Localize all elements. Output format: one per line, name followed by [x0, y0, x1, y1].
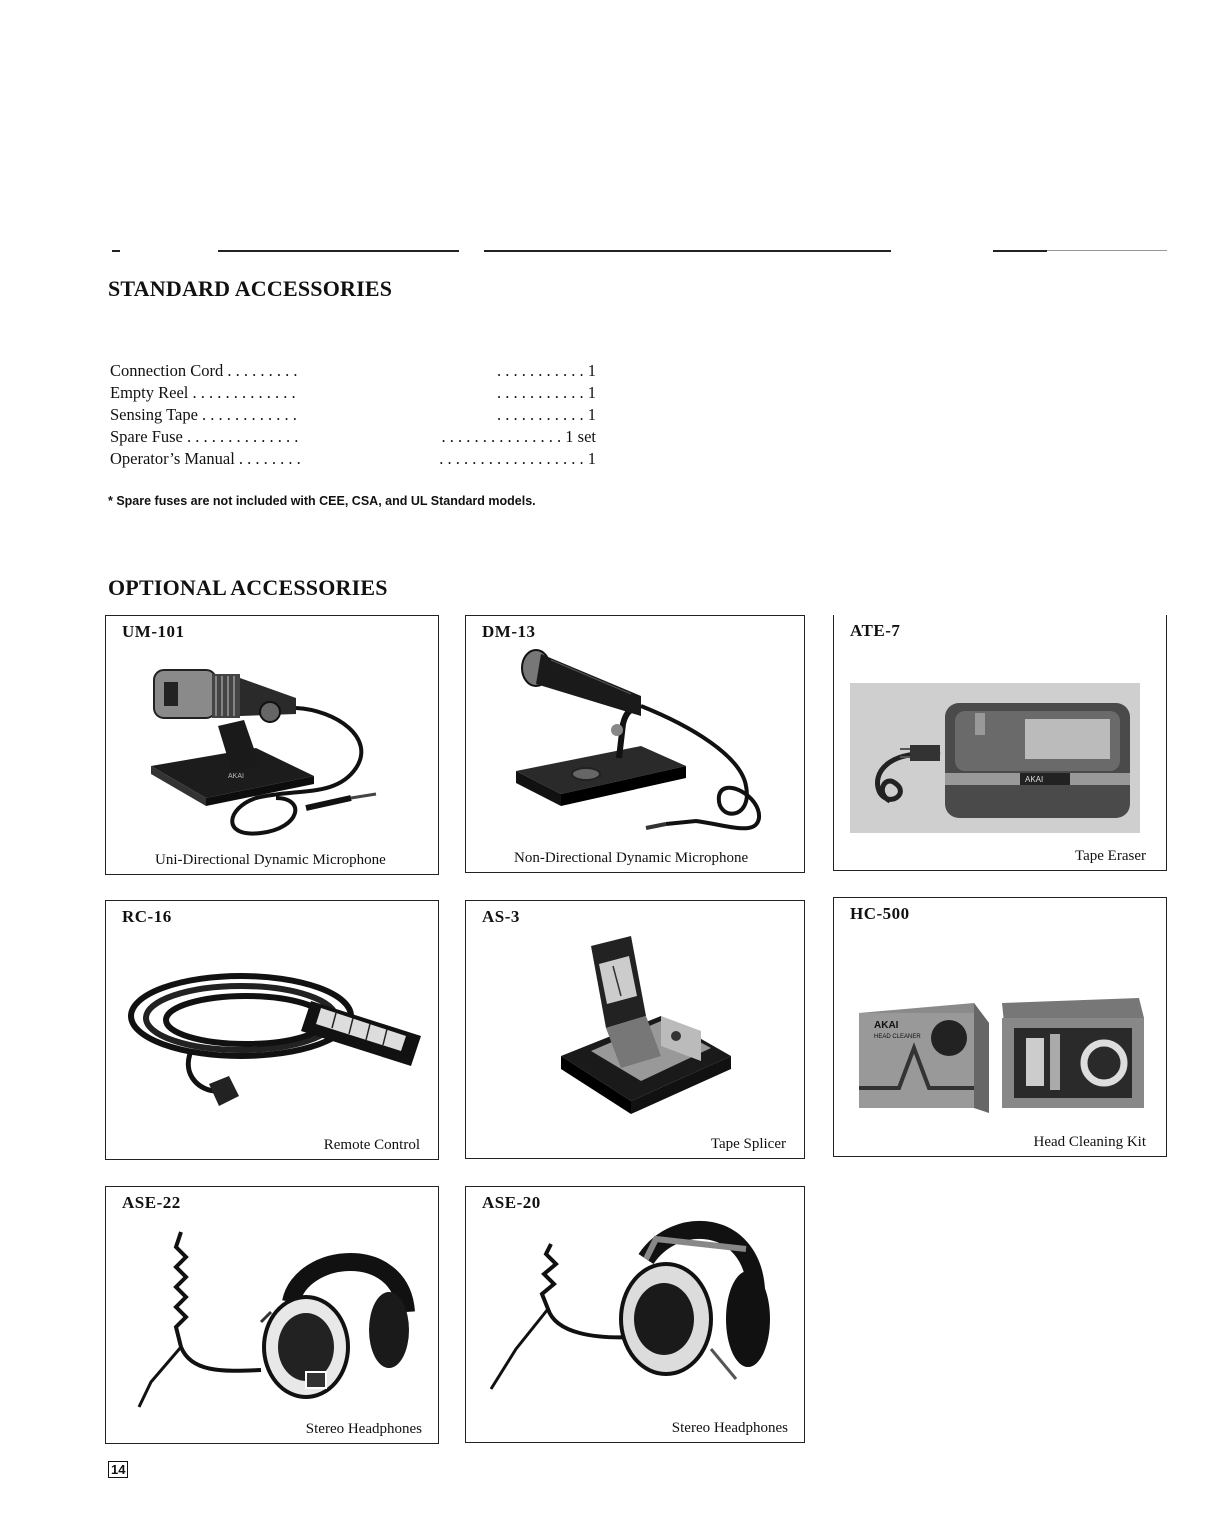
- model-number: DM-13: [482, 622, 536, 641]
- microphone-icon: [491, 646, 791, 846]
- accessory-caption: Remote Control: [323, 1137, 420, 1153]
- accessory-card: [105, 615, 439, 875]
- accessory-name: Empty Reel . . . . . . . . . . . . .: [110, 383, 296, 402]
- divider-rule: [112, 250, 120, 252]
- page-number: 14: [108, 1461, 128, 1478]
- model-number: ATE-7: [850, 621, 901, 640]
- accessory-caption: Tape Splicer: [710, 1136, 786, 1152]
- footnote: * Spare fuses are not included with CEE, CSA, and UL Standard models.: [108, 494, 536, 508]
- accessory-caption: Tape Eraser: [1075, 848, 1146, 864]
- microphone-icon: [136, 648, 426, 848]
- svg-text:HEAD CLEANER: HEAD CLEANER: [874, 1034, 921, 1040]
- svg-text:AKAI: AKAI: [228, 773, 244, 780]
- accessory-card: [833, 897, 1167, 1157]
- accessory-row: [110, 449, 596, 471]
- headphones-icon: [131, 1222, 421, 1417]
- accessory-card: [105, 900, 439, 1160]
- accessory-row: [110, 405, 596, 427]
- divider-rule: [484, 250, 891, 252]
- head-cleaning-kit-icon: [854, 998, 1154, 1118]
- svg-text:AKAI: AKAI: [1025, 775, 1044, 784]
- accessory-caption: Stereo Headphones: [305, 1421, 422, 1437]
- accessory-card: [465, 1186, 805, 1443]
- model-number: ASE-22: [122, 1193, 181, 1212]
- optional-accessories-title: OPTIONAL ACCESSORIES: [108, 575, 388, 600]
- accessory-qty: . . . . . . . . . . . . . . . . . . 1: [439, 449, 596, 468]
- tape-eraser-icon: [850, 683, 1140, 833]
- accessory-qty: . . . . . . . . . . . . . . . 1 set: [441, 427, 596, 446]
- accessory-qty: . . . . . . . . . . . 1: [497, 405, 596, 424]
- accessory-row: [110, 383, 596, 405]
- accessory-name: Spare Fuse . . . . . . . . . . . . . .: [110, 427, 299, 446]
- divider-rule: [993, 250, 1047, 252]
- divider-rule: [1047, 250, 1167, 251]
- accessory-card: [465, 615, 805, 873]
- accessory-name: Connection Cord . . . . . . . . .: [110, 361, 298, 380]
- accessory-row: [110, 427, 596, 449]
- accessory-qty: . . . . . . . . . . . 1: [497, 383, 596, 402]
- accessory-card: [465, 900, 805, 1159]
- accessory-caption: Non-Directional Dynamic Microphone: [514, 850, 749, 866]
- accessory-row: [110, 361, 596, 383]
- accessory-card: [105, 1186, 439, 1444]
- accessory-name: Sensing Tape . . . . . . . . . . . .: [110, 405, 297, 424]
- accessory-name: Operator’s Manual . . . . . . . .: [110, 449, 301, 468]
- model-number: AS-3: [482, 907, 520, 926]
- accessory-card: [833, 615, 1167, 871]
- model-number: UM-101: [122, 622, 185, 641]
- headphones-icon: [486, 1219, 786, 1409]
- model-number: RC-16: [122, 907, 172, 926]
- model-number: HC-500: [850, 904, 910, 923]
- remote-control-icon: [121, 956, 431, 1126]
- svg-text:AKAI: AKAI: [874, 1020, 899, 1031]
- accessory-caption: Stereo Headphones: [671, 1420, 788, 1436]
- accessory-qty: . . . . . . . . . . . 1: [497, 361, 596, 380]
- tape-splicer-icon: [551, 936, 741, 1121]
- divider-rule: [218, 250, 459, 252]
- standard-accessories-title: STANDARD ACCESSORIES: [108, 276, 393, 301]
- model-number: ASE-20: [482, 1193, 541, 1212]
- accessory-caption: Head Cleaning Kit: [1033, 1134, 1146, 1150]
- accessory-caption: Uni-Directional Dynamic Microphone: [155, 852, 386, 868]
